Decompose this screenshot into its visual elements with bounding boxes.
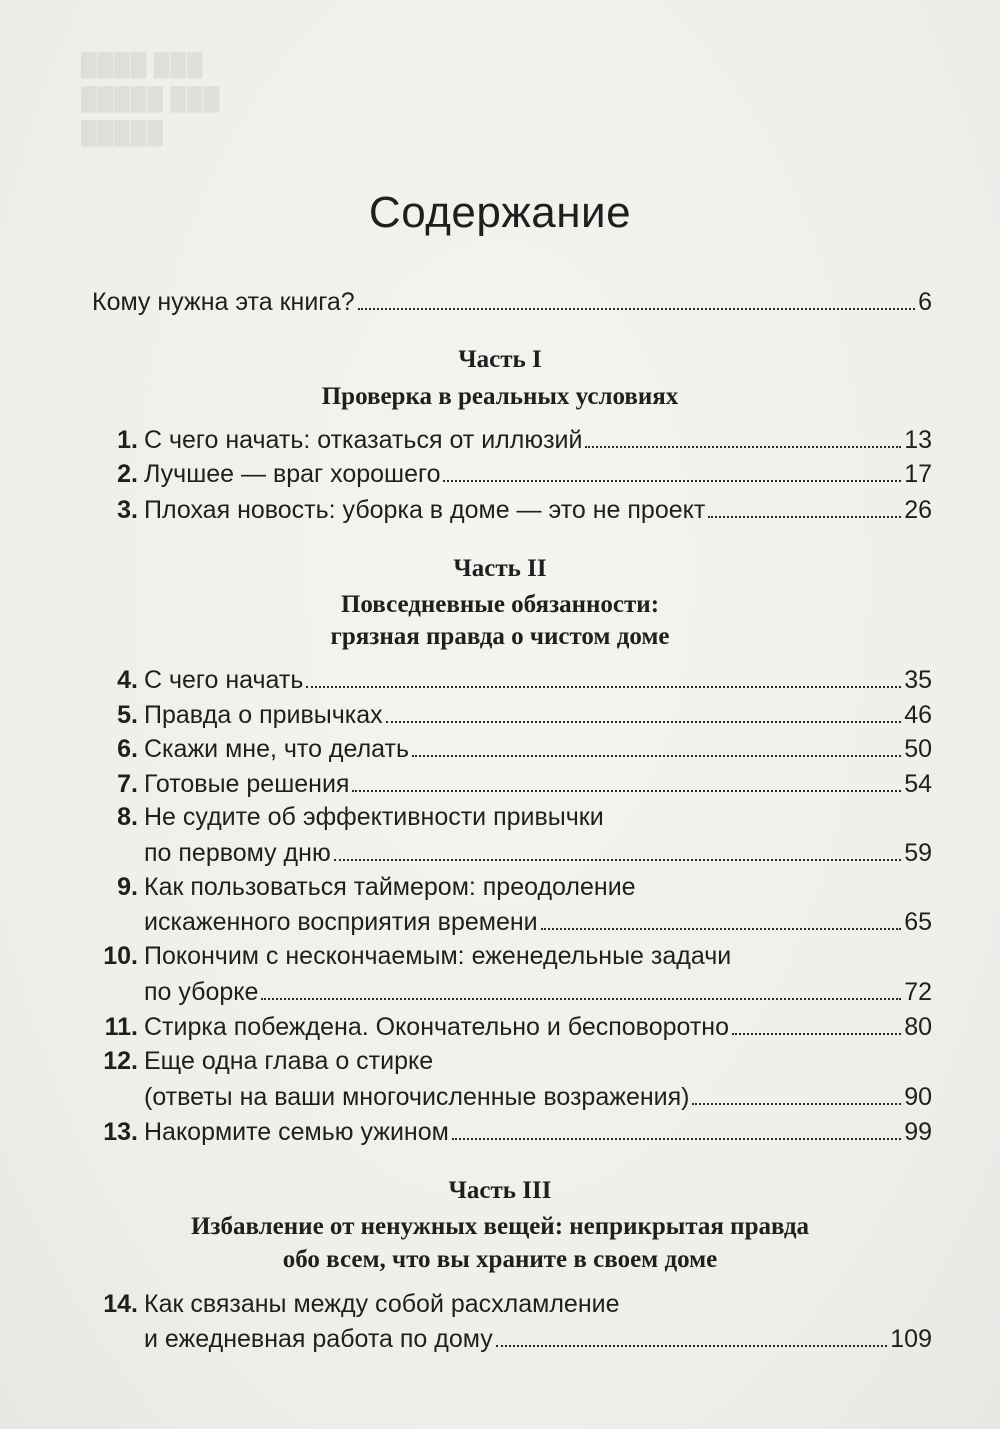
toc-entry-chapter[interactable] — [144, 906, 932, 936]
toc-entry-title: Не судите об эффективности привычки — [144, 803, 604, 831]
part-name: Проверка в реальных условиях — [321, 383, 679, 410]
toc-entry-title-continued: искаженного восприятия времени — [144, 908, 538, 936]
chapter-number: 7. — [117, 770, 138, 798]
part-label: Часть II — [453, 555, 547, 582]
toc-entry-chapter[interactable] — [92, 458, 932, 488]
toc-entry-chapter[interactable] — [92, 768, 932, 798]
chapter-number: 1. — [117, 426, 138, 454]
chapter-number: 8. — [117, 803, 138, 831]
toc-entry-title-continued: и ежедневная работа по дому — [144, 1325, 493, 1353]
chapter-number: 10. — [103, 942, 138, 970]
chapter-number: 12. — [103, 1047, 138, 1075]
toc-entry-title: Накормите семью ужином — [144, 1118, 449, 1146]
toc-entry-chapter[interactable] — [144, 1081, 932, 1111]
chapter-number: 2. — [117, 460, 138, 488]
toc-entry-chapter[interactable] — [144, 1323, 932, 1353]
chapter-number: 6. — [117, 735, 138, 763]
toc-entry-page: 80 — [904, 1013, 932, 1041]
dot-leader — [352, 768, 901, 792]
part-label: Часть III — [448, 1177, 552, 1204]
dot-leader — [541, 906, 902, 930]
toc-entry-title-continued: (ответы на ваши многочисленные возражения) — [144, 1083, 690, 1111]
chapter-number: 9. — [117, 873, 138, 901]
toc-entry-page: 59 — [904, 839, 932, 867]
toc-entry-page: 35 — [904, 666, 932, 694]
chapter-number: 5. — [117, 701, 138, 729]
toc-entry-page: 54 — [904, 770, 932, 798]
part-label: Часть I — [458, 346, 542, 373]
toc-entry-intro[interactable] — [92, 286, 932, 316]
part-name: грязная правда о чистом доме — [330, 623, 670, 650]
dot-leader — [358, 286, 915, 310]
bleed-through: █████ — [80, 120, 163, 145]
dot-leader — [261, 976, 901, 1000]
chapter-number: 3. — [117, 496, 138, 524]
dot-leader — [452, 1116, 901, 1140]
toc-entry-page: 65 — [904, 908, 932, 936]
toc-entry-first-line — [103, 941, 732, 971]
toc-entry-title: Плохая новость: уборка в доме — это не проект — [144, 496, 706, 524]
part-name: Избавление от ненужных вещей: неприкрытая правда — [190, 1213, 810, 1240]
toc-entry-title: Как пользоваться таймером: преодоление — [144, 873, 636, 901]
bleed-through: ███ █████ — [80, 86, 220, 111]
toc-entry-chapter[interactable] — [144, 976, 932, 1006]
toc-entry-title: Стирка побеждена. Окончательно и бесповоротно — [144, 1013, 730, 1041]
toc-entry-chapter[interactable] — [92, 733, 932, 763]
toc-entry-page: 17 — [904, 460, 932, 488]
part-name: обо всем, что вы храните в своем доме — [282, 1246, 718, 1273]
toc-entry-chapter[interactable] — [92, 494, 932, 524]
toc-entry-title: Лучшее — враг хорошего — [144, 460, 441, 488]
toc-entry-title-continued: по уборке — [144, 978, 259, 1006]
toc-entry-page: 46 — [904, 701, 932, 729]
dot-leader — [334, 837, 901, 861]
dot-leader — [732, 1011, 901, 1035]
toc-entry-page: 6 — [918, 288, 932, 316]
toc-entry-title: Готовые решения — [144, 770, 350, 798]
toc-entry-chapter[interactable] — [92, 699, 932, 729]
toc-entry-title: Покончим с нескончаемым: еженедельные задачи — [144, 942, 732, 970]
toc-entry-page: 50 — [904, 735, 932, 763]
toc-entry-title-continued: по первому дню — [144, 839, 331, 867]
toc-entry-first-line — [103, 1046, 434, 1076]
toc-entry-title: С чего начать: отказаться от иллюзий — [144, 426, 583, 454]
toc-entry-title: Кому нужна эта книга? — [92, 288, 355, 316]
toc-entry-page: 99 — [904, 1118, 932, 1146]
chapter-number: 13. — [103, 1118, 138, 1146]
chapter-number: 14. — [103, 1290, 138, 1318]
toc-entry-title: Еще одна глава о стирке — [144, 1047, 434, 1075]
toc-entry-title: С чего начать — [144, 666, 304, 694]
dot-leader — [306, 664, 901, 688]
toc-entry-page: 90 — [904, 1083, 932, 1111]
toc-entry-page: 72 — [904, 978, 932, 1006]
toc-entry-first-line — [117, 802, 604, 832]
dot-leader — [496, 1323, 888, 1347]
toc-entry-page: 13 — [904, 426, 932, 454]
bleed-through: ███ ████ — [80, 52, 203, 77]
part-name: Повседневные обязанности: — [340, 591, 660, 618]
dot-leader — [708, 494, 901, 518]
toc-entry-page: 109 — [890, 1325, 932, 1353]
toc-entry-chapter[interactable] — [92, 1011, 932, 1041]
toc-entry-first-line — [103, 1289, 620, 1319]
chapter-number: 4. — [117, 666, 138, 694]
dot-leader — [412, 733, 901, 757]
toc-entry-chapter[interactable] — [92, 664, 932, 694]
dot-leader — [692, 1081, 901, 1105]
toc-entry-page: 26 — [904, 496, 932, 524]
toc-entry-title: Как связаны между собой расхламление — [144, 1290, 620, 1318]
toc-entry-first-line — [117, 872, 636, 902]
dot-leader — [386, 699, 902, 723]
toc-entry-title: Скажи мне, что делать — [144, 735, 409, 763]
page-title: Содержание — [368, 188, 632, 237]
toc-entry-chapter[interactable] — [92, 1116, 932, 1146]
dot-leader — [585, 424, 901, 448]
toc-entry-chapter[interactable] — [144, 837, 932, 867]
dot-leader — [443, 458, 901, 482]
toc-entry-title: Правда о привычках — [144, 701, 383, 729]
chapter-number: 11. — [104, 1013, 138, 1041]
toc-entry-chapter[interactable] — [92, 424, 932, 454]
